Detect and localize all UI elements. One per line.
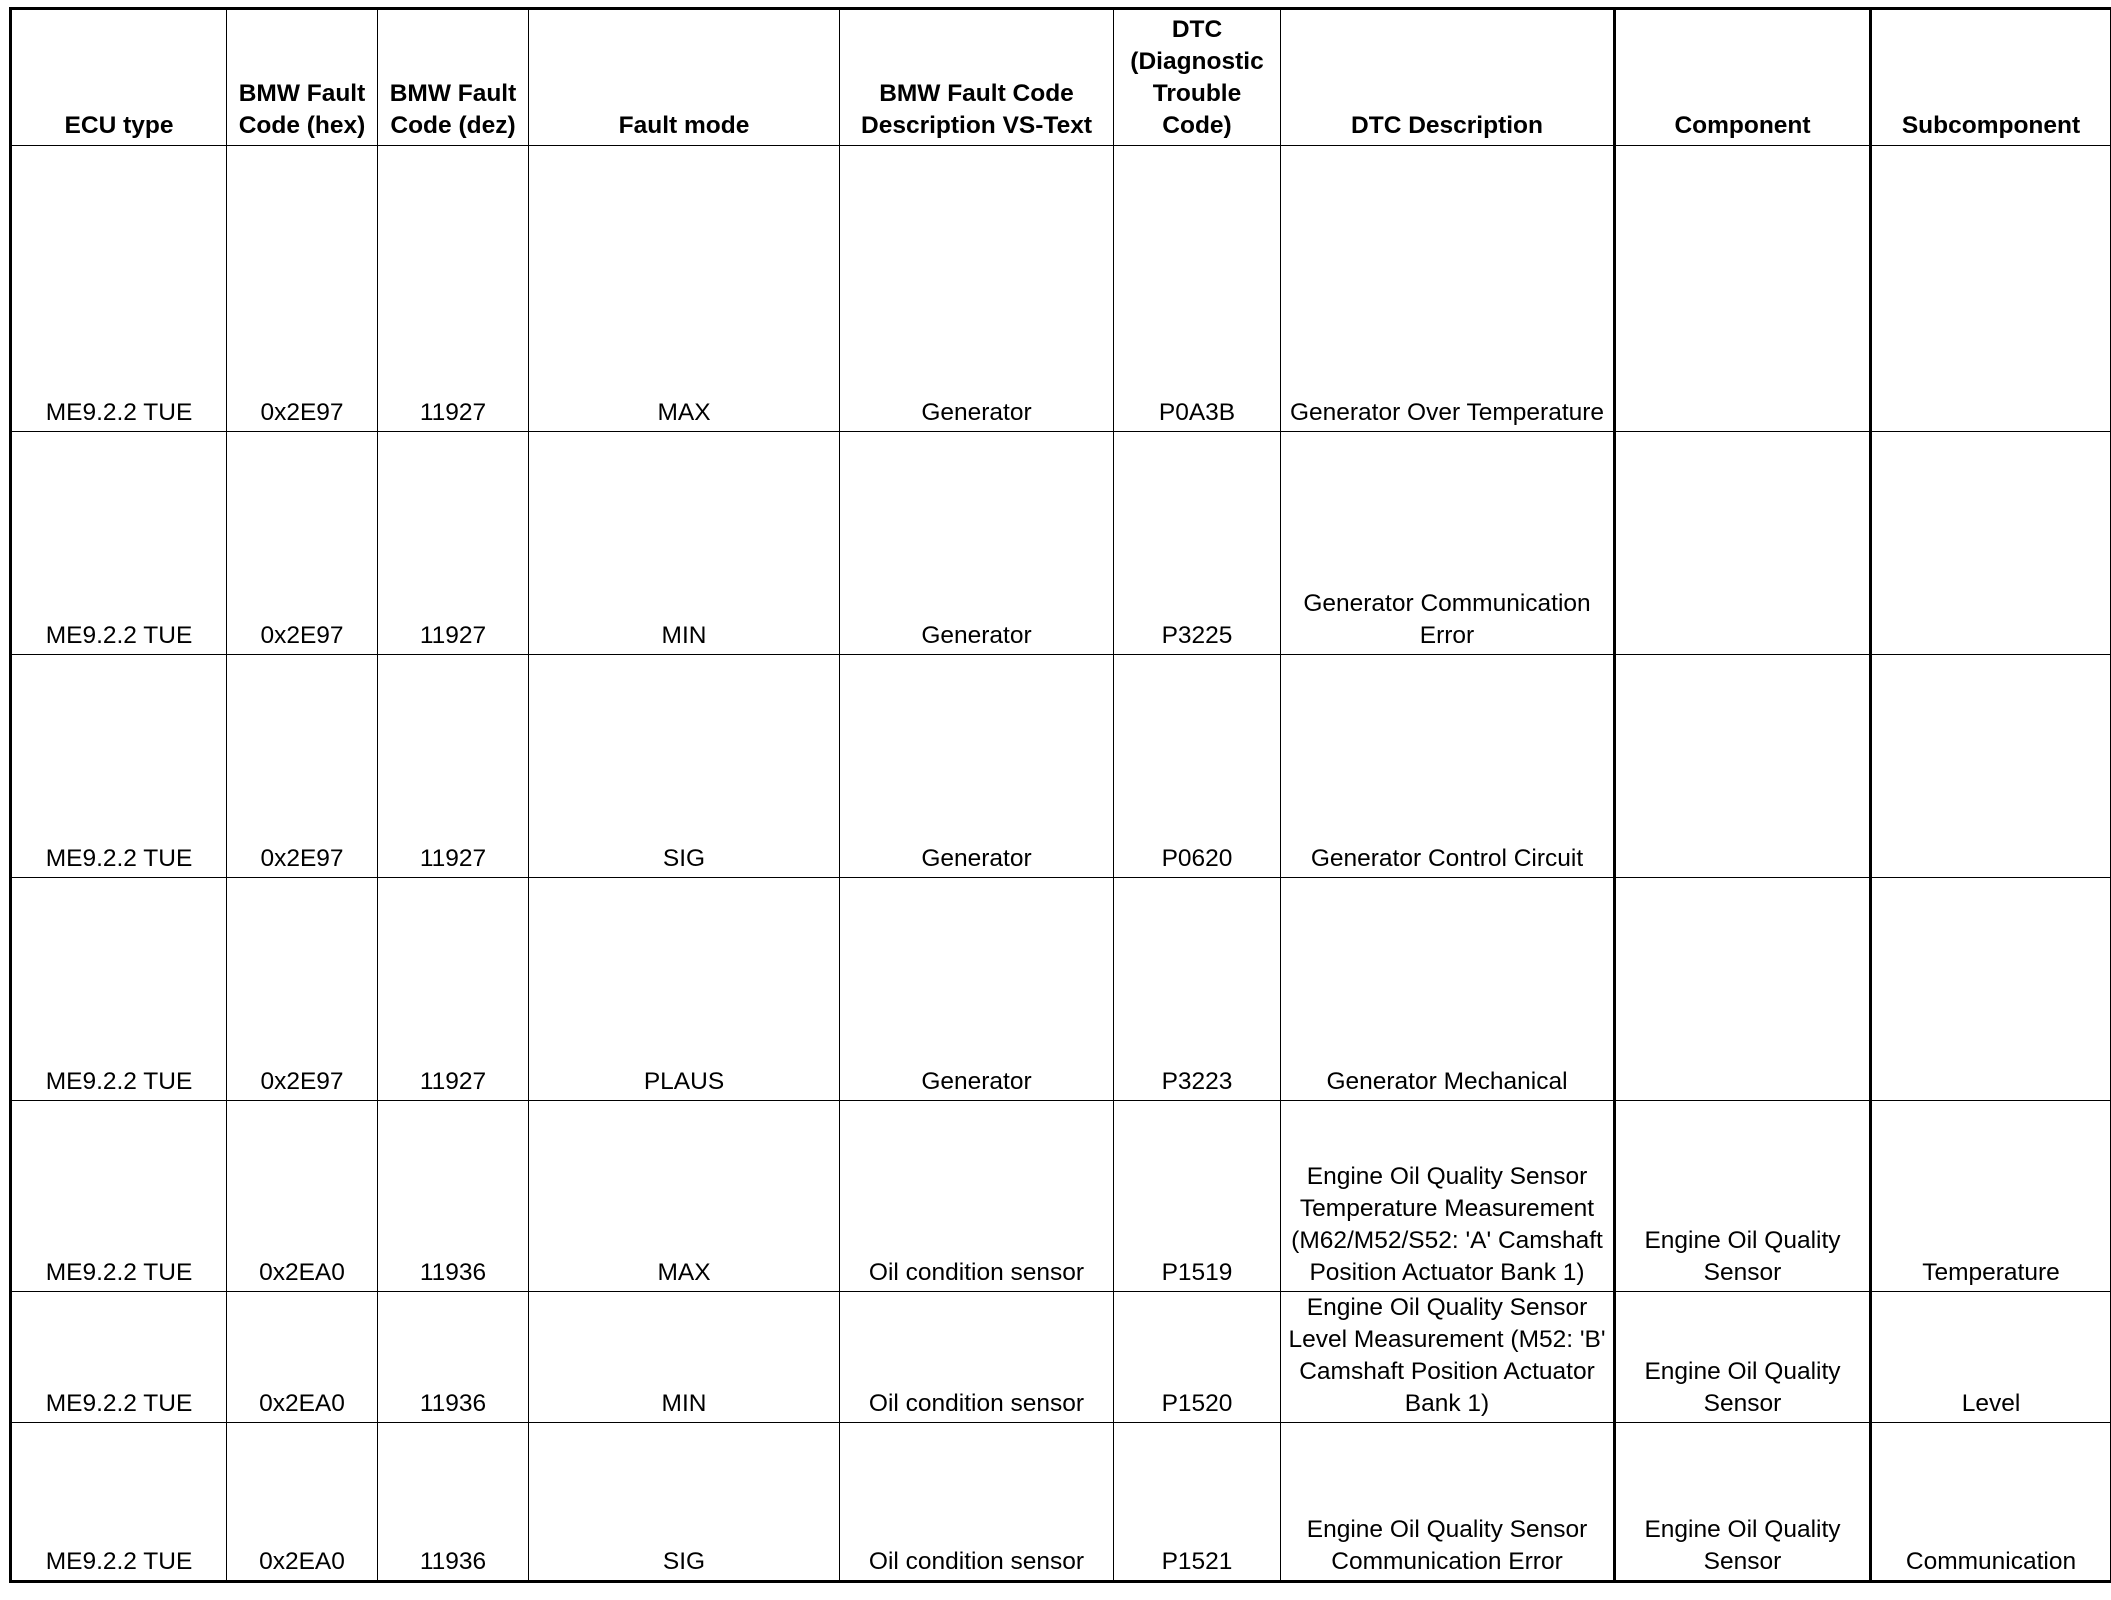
cell-fault-code-hex[interactable]: 0x2EA0	[227, 1423, 378, 1582]
cell-dtc[interactable]: P0A3B	[1114, 146, 1281, 432]
header-fault-description[interactable]: BMW Fault Code Description VS-Text	[840, 9, 1114, 146]
cell-component[interactable]: Engine Oil Quality Sensor	[1615, 1292, 1871, 1423]
cell-component[interactable]: Engine Oil Quality Sensor	[1615, 1101, 1871, 1292]
header-fault-code-hex[interactable]: BMW Fault Code (hex)	[227, 9, 378, 146]
table-row[interactable]	[11, 655, 2111, 878]
header-dtc-description[interactable]: DTC Description	[1281, 9, 1615, 146]
cell-dtc[interactable]: P0620	[1114, 655, 1281, 878]
cell-fault-mode[interactable]: PLAUS	[529, 878, 840, 1101]
cell-dtc-description[interactable]: Engine Oil Quality Sensor Level Measurement (M52: 'B' Camshaft Position Actuator Bank 1)	[1281, 1292, 1615, 1423]
cell-component[interactable]	[1615, 432, 1871, 655]
cell-dtc[interactable]: P3225	[1114, 432, 1281, 655]
table-row[interactable]	[11, 1101, 2111, 1292]
cell-fault-code-dez[interactable]: 11936	[378, 1101, 529, 1292]
cell-dtc[interactable]: P1521	[1114, 1423, 1281, 1582]
cell-fault-description[interactable]: Oil condition sensor	[840, 1423, 1114, 1582]
cell-fault-code-hex[interactable]: 0x2E97	[227, 878, 378, 1101]
cell-component[interactable]	[1615, 146, 1871, 432]
header-component[interactable]: Component	[1615, 9, 1871, 146]
cell-fault-mode[interactable]: MAX	[529, 1101, 840, 1292]
cell-ecu-type[interactable]: ME9.2.2 TUE	[11, 878, 227, 1101]
cell-fault-code-dez[interactable]: 11927	[378, 432, 529, 655]
spreadsheet-view	[9, 7, 2081, 1577]
cell-fault-code-dez[interactable]: 11927	[378, 146, 529, 432]
cell-dtc-description[interactable]: Generator Mechanical	[1281, 878, 1615, 1101]
cell-dtc-description[interactable]: Generator Control Circuit	[1281, 655, 1615, 878]
header-ecu-type[interactable]: ECU type	[11, 9, 227, 146]
cell-subcomponent[interactable]	[1871, 878, 2111, 1101]
table-row[interactable]	[11, 432, 2111, 655]
header-subcomponent[interactable]: Subcomponent	[1871, 9, 2111, 146]
cell-fault-code-dez[interactable]: 11927	[378, 878, 529, 1101]
cell-component[interactable]: Engine Oil Quality Sensor	[1615, 1423, 1871, 1582]
cell-fault-mode[interactable]: SIG	[529, 1423, 840, 1582]
cell-fault-code-dez[interactable]: 11927	[378, 655, 529, 878]
header-dtc[interactable]: DTC (Diagnostic Trouble Code)	[1114, 9, 1281, 146]
cell-subcomponent[interactable]	[1871, 432, 2111, 655]
cell-fault-description[interactable]: Generator	[840, 146, 1114, 432]
cell-component[interactable]	[1615, 655, 1871, 878]
cell-ecu-type[interactable]: ME9.2.2 TUE	[11, 1101, 227, 1292]
cell-ecu-type[interactable]: ME9.2.2 TUE	[11, 1292, 227, 1423]
cell-fault-mode[interactable]: MIN	[529, 1292, 840, 1423]
cell-fault-mode[interactable]: MIN	[529, 432, 840, 655]
header-fault-code-dez[interactable]: BMW Fault Code (dez)	[378, 9, 529, 146]
cell-dtc-description[interactable]: Generator Over Temperature	[1281, 146, 1615, 432]
cell-dtc[interactable]: P1520	[1114, 1292, 1281, 1423]
cell-dtc-description[interactable]: Generator Communication Error	[1281, 432, 1615, 655]
table-row[interactable]	[11, 878, 2111, 1101]
cell-ecu-type[interactable]: ME9.2.2 TUE	[11, 655, 227, 878]
cell-subcomponent[interactable]	[1871, 655, 2111, 878]
cell-component[interactable]	[1615, 878, 1871, 1101]
cell-fault-code-hex[interactable]: 0x2E97	[227, 146, 378, 432]
table-row[interactable]	[11, 146, 2111, 432]
cell-subcomponent[interactable]: Communication	[1871, 1423, 2111, 1582]
table-row[interactable]	[11, 1423, 2111, 1582]
cell-ecu-type[interactable]: ME9.2.2 TUE	[11, 432, 227, 655]
cell-ecu-type[interactable]: ME9.2.2 TUE	[11, 1423, 227, 1582]
cell-subcomponent[interactable]: Level	[1871, 1292, 2111, 1423]
cell-fault-mode[interactable]: SIG	[529, 655, 840, 878]
cell-fault-code-hex[interactable]: 0x2E97	[227, 655, 378, 878]
cell-fault-description[interactable]: Generator	[840, 432, 1114, 655]
cell-dtc-description[interactable]: Engine Oil Quality Sensor Communication Error	[1281, 1423, 1615, 1582]
cell-fault-mode[interactable]: MAX	[529, 146, 840, 432]
cell-fault-code-dez[interactable]: 11936	[378, 1292, 529, 1423]
fault-code-table	[9, 7, 2111, 1583]
cell-ecu-type[interactable]: ME9.2.2 TUE	[11, 146, 227, 432]
cell-subcomponent[interactable]	[1871, 146, 2111, 432]
cell-fault-description[interactable]: Oil condition sensor	[840, 1101, 1114, 1292]
cell-fault-code-hex[interactable]: 0x2E97	[227, 432, 378, 655]
cell-fault-description[interactable]: Generator	[840, 878, 1114, 1101]
cell-fault-code-dez[interactable]: 11936	[378, 1423, 529, 1582]
table-row[interactable]	[11, 1292, 2111, 1423]
cell-subcomponent[interactable]: Temperature	[1871, 1101, 2111, 1292]
cell-fault-code-hex[interactable]: 0x2EA0	[227, 1101, 378, 1292]
cell-fault-description[interactable]: Oil condition sensor	[840, 1292, 1114, 1423]
cell-fault-description[interactable]: Generator	[840, 655, 1114, 878]
cell-dtc[interactable]: P1519	[1114, 1101, 1281, 1292]
cell-fault-code-hex[interactable]: 0x2EA0	[227, 1292, 378, 1423]
cell-dtc-description[interactable]: Engine Oil Quality Sensor Temperature Measurement (M62/M52/S52: 'A' Camshaft Position Actuator Bank 1)	[1281, 1101, 1615, 1292]
header-fault-mode[interactable]: Fault mode	[529, 9, 840, 146]
cell-dtc[interactable]: P3223	[1114, 878, 1281, 1101]
header-row	[11, 9, 2111, 146]
